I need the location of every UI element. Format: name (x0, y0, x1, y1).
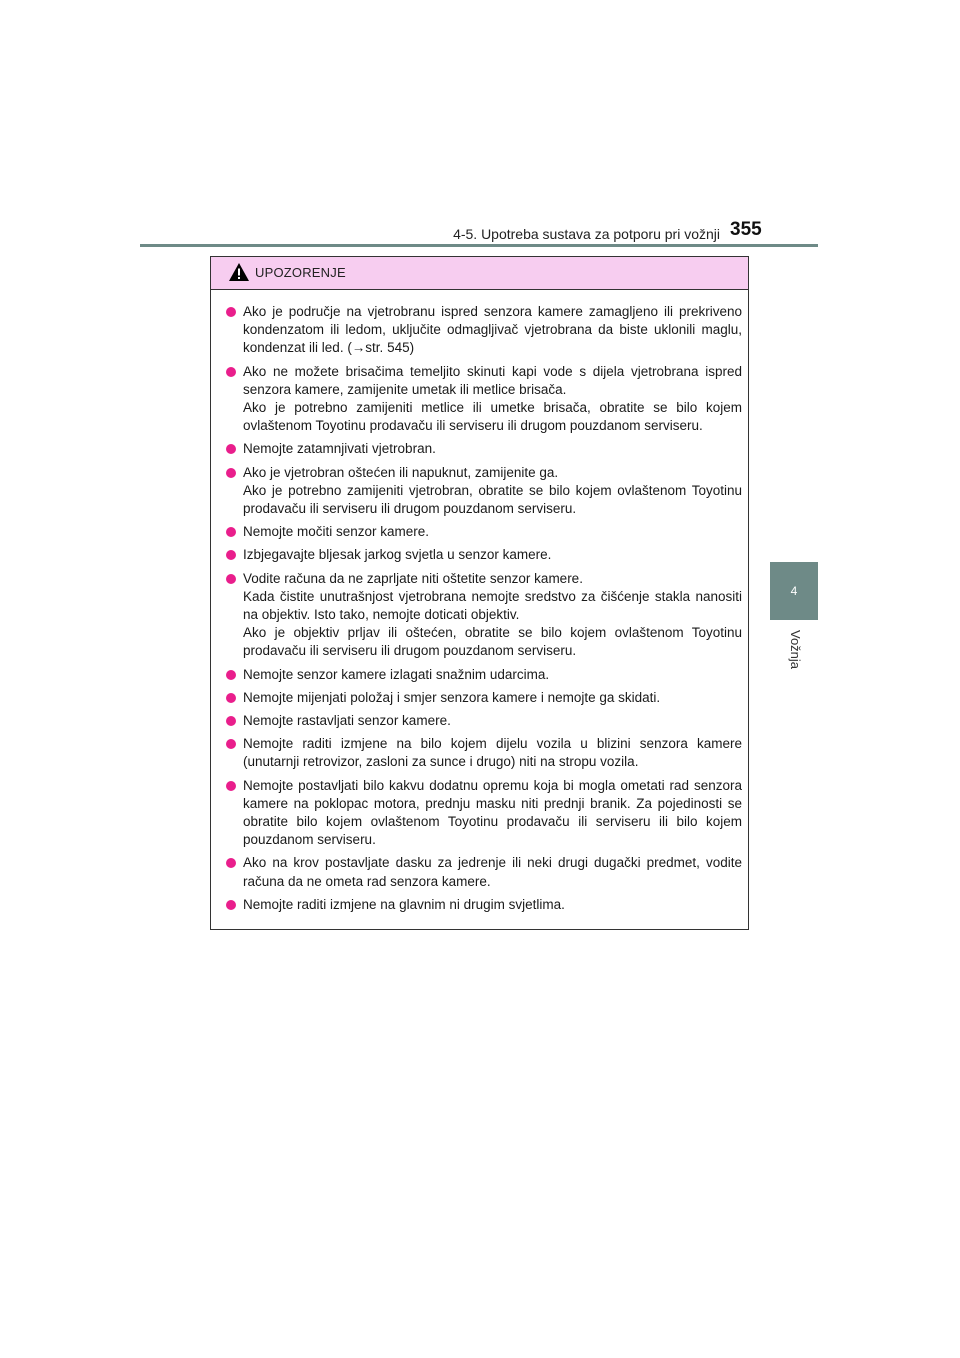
warning-item-text: Ako je potrebno zamijeniti vjetrobran, obratite se bilo kojem ovlaštenom Toyotinu prodavaču ili serviseru ili drugom pouzdanom serviseru. (243, 482, 742, 517)
bullet-icon (226, 574, 236, 584)
warning-item-text: Kada čistite unutrašnjost vjetrobrana nemojte sredstvo za čišćenje stakla nanositi na objektiv. Isto tako, nemojte doticati objektiv. (243, 588, 742, 623)
bullet-icon (226, 858, 236, 868)
bullet-icon (226, 670, 236, 680)
warning-item-text: Nemojte zatamnjivati vjetrobran. (243, 441, 436, 457)
bullet-icon (226, 527, 236, 537)
section-title: 4-5. Upotreba sustava za potporu pri vožnji (453, 226, 720, 242)
warning-item (225, 712, 742, 730)
chapter-label: Vožnja (788, 630, 803, 670)
bullet-icon (226, 550, 236, 560)
warning-item (225, 689, 742, 707)
warning-item-text: Nemojte postavljati bilo kakvu dodatnu opremu koja bi mogla ometati rad senzora kamere na poklopac motora, prednju masku niti prednji branik. Za pojedinosti se obratite bilo kojem ovlaštenom Toyotinu prodavaču ili serviseru ili bilo kojem pouzdanom serviseru. (243, 777, 742, 848)
warning-title: UPOZORENJE (255, 265, 346, 280)
bullet-icon (226, 468, 236, 478)
warning-item-text: Nemojte močiti senzor kamere. (243, 524, 430, 540)
warning-item-text: Vodite računa da ne zaprljate niti oštetite senzor kamere. (243, 570, 583, 586)
warning-item-text: Izbjegavajte bljesak jarkog svjetla u senzor kamere. (243, 547, 552, 563)
warning-header (211, 257, 748, 290)
warning-item-text: Nemojte raditi izmjene na glavnim ni drugim svjetlima. (243, 896, 565, 912)
warning-item (225, 854, 742, 890)
warning-item (225, 666, 742, 684)
warning-item (225, 570, 742, 661)
warning-item-text: Nemojte mijenjati položaj i smjer senzora kamere i nemojte ga skidati. (243, 689, 661, 705)
warning-item (225, 735, 742, 771)
warning-item (225, 523, 742, 541)
header-divider (140, 244, 818, 247)
warning-item (225, 896, 742, 914)
warning-item (225, 303, 742, 358)
chapter-tab: 4 (770, 562, 818, 620)
warning-item-text: Nemojte raditi izmjene na bilo kojem dijelu vozila u blizini senzora kamere (unutarnji retrovizor, zasloni za sunce i drugo) niti na stropu vozila. (243, 736, 742, 770)
warning-item (225, 777, 742, 850)
bullet-icon (226, 900, 236, 910)
warning-item-text: Nemojte rastavljati senzor kamere. (243, 713, 451, 729)
warning-item-text: Ako ne možete brisačima temeljito skinuti kapi vode s dijela vjetrobrana ispred senzora kamere, zamijenite umetak ili metlice brisača. (243, 363, 742, 397)
bullet-icon (226, 367, 236, 377)
warning-box (210, 256, 749, 930)
bullet-icon (226, 781, 236, 791)
warning-item-text: Nemojte senzor kamere izlagati snažnim udarcima. (243, 666, 550, 682)
bullet-icon (226, 739, 236, 749)
warning-item (225, 440, 742, 458)
warning-item-text: Ako na krov postavljate dasku za jedrenje ili neki drugi dugački predmet, vodite računa da ne ometa rad senzora kamere. (243, 855, 742, 889)
bullet-icon (226, 444, 236, 454)
bullet-icon (226, 693, 236, 703)
warning-item-text: Ako je područje na vjetrobranu ispred senzora kamere zamagljeno ili prekriveno kondenzatom ili ledom, uključite odmagljivač vjetrobrana da biste uklonili maglu, kondenzat ili led. (→str. 545) (243, 304, 742, 356)
warning-item (225, 464, 742, 519)
warning-item (225, 363, 742, 436)
warning-item (225, 546, 742, 564)
warning-item-text: Ako je potrebno zamijeniti metlice ili umetke brisača, obratite se bilo kojem ovlaštenom Toyotinu prodavaču ili serviseru ili drugom pouzdanom serviseru. (243, 400, 742, 434)
warning-item-text: Ako je vjetrobran oštećen ili napuknut, zamijenite ga. (243, 464, 559, 480)
page-number: 355 (730, 219, 762, 240)
chapter-label-container (770, 626, 818, 686)
warning-item-text: Ako je objektiv prljav ili oštećen, obratite se bilo kojem ovlaštenom Toyotinu prodavaču ili serviseru ili drugom pouzdanom serviseru. (243, 625, 742, 659)
bullet-icon (226, 716, 236, 726)
warning-list (211, 290, 748, 914)
warning-triangle-icon (228, 262, 250, 282)
bullet-icon (226, 307, 236, 317)
